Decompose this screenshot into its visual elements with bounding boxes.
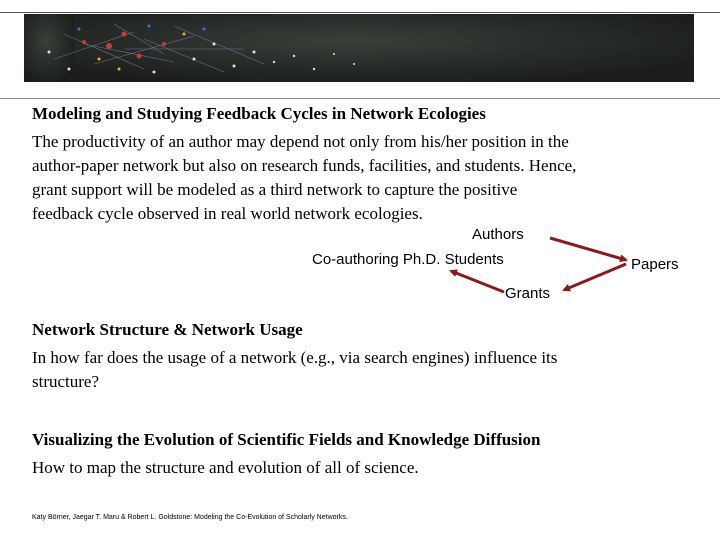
section3-line: How to map the structure and evolution of all of science. [32,458,419,477]
arrow-grants-to-authors [451,271,504,292]
footer-citation: Katy Börner, Jaegar T. Maru & Robert L. Goldstone: Modeling the Co-Evolution of Scholarly Networks. [32,514,348,521]
arrow-papers-to-grants [564,264,626,290]
section1-heading: Modeling and Studying Feedback Cycles in Network Ecologies [32,104,486,123]
section2-line: structure? [32,372,100,391]
section1-line: grant support will be modeled as a third network to capture the positive [32,180,518,199]
section3-heading: Visualizing the Evolution of Scientific Fields and Knowledge Diffusion [32,430,541,449]
diagram-label-papers: Papers [631,256,679,273]
section1-line: The productivity of an author may depend not only from his/her position in the [32,132,569,151]
arrow-authors-to-papers [550,238,626,260]
section1-line: feedback cycle observed in real world network ecologies. [32,204,423,223]
section1-line: author-paper network but also on research funds, facilities, and students. Hence, [32,156,577,175]
section2-heading: Network Structure & Network Usage [32,320,303,339]
diagram-label-authors: Authors [472,226,524,243]
section2-line: In how far does the usage of a network (e.g., via search engines) influence its [32,348,558,367]
diagram-label-grants: Grants [505,285,551,302]
diagram-label-coauthoring: Co-authoring Ph.D. Students [312,251,504,268]
